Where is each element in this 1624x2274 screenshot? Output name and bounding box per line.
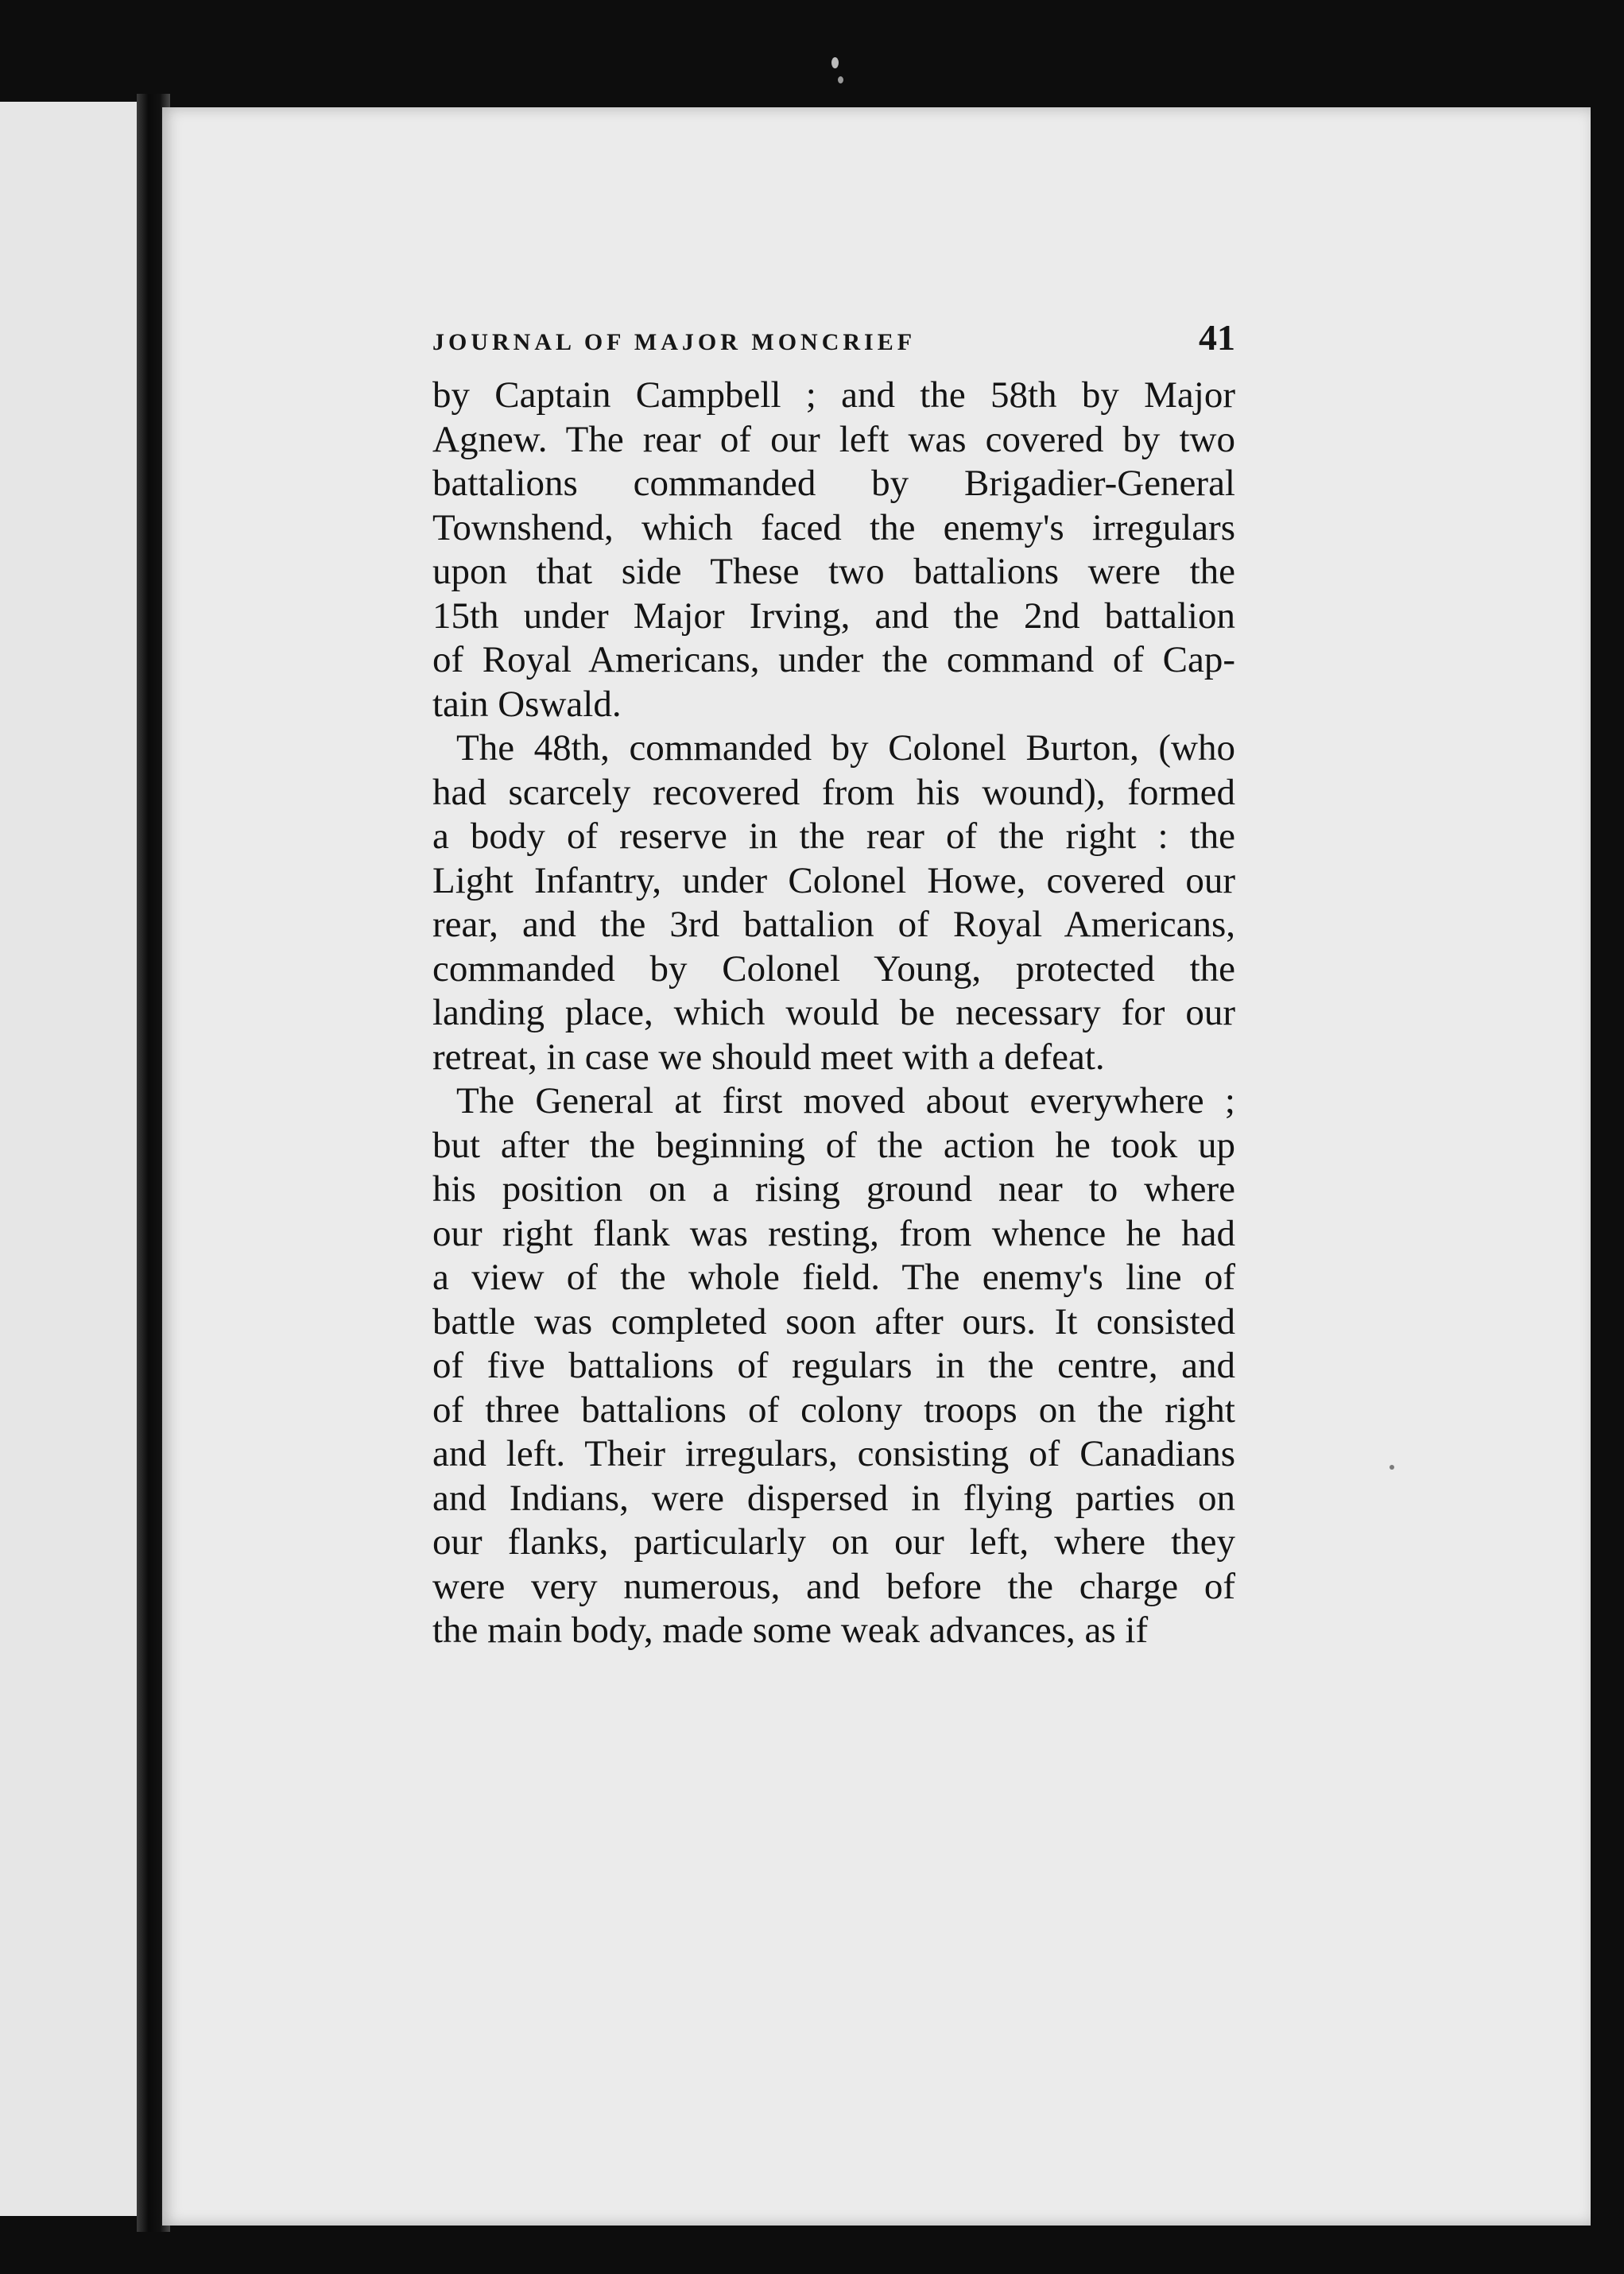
text-line: our flanks, particularly on our left, where they xyxy=(432,1521,1235,1563)
running-head-title: JOURNAL OF MAJOR MONCRIEF xyxy=(432,329,917,355)
text-line: had scarcely recovered from his wound), formed xyxy=(432,771,1235,813)
text-line: of three battalions of colony troops on the right xyxy=(432,1389,1235,1431)
text-line: a view of the whole field. The enemy's line of xyxy=(432,1257,1235,1298)
text-line: and left. Their irregulars, consisting of Canadians xyxy=(432,1433,1235,1474)
text-line: The 48th, commanded by Colonel Burton, (who xyxy=(456,727,1235,769)
text-line: the main body, made some weak advances, as if xyxy=(432,1610,1149,1651)
text-line: tain Oswald. xyxy=(432,683,622,725)
text-line: upon that side These two battalions were the xyxy=(432,551,1235,592)
running-head xyxy=(432,316,1235,358)
body-text xyxy=(432,374,1235,1653)
text-line: 15th under Major Irving, and the 2nd battalion xyxy=(432,595,1235,637)
text-line: our right flank was resting, from whence he had xyxy=(432,1212,1235,1254)
text-line: his position on a rising ground near to where xyxy=(432,1168,1235,1210)
facing-page-edge xyxy=(0,102,141,2216)
text-line: were very numerous, and before the charge of xyxy=(432,1565,1235,1607)
text-line: The General at first moved about everywhere ; xyxy=(456,1080,1235,1122)
text-line: battle was completed soon after ours. It consisted xyxy=(432,1300,1235,1342)
text-line: battalions commanded by Brigadier-General xyxy=(432,463,1235,504)
text-line: rear, and the 3rd battalion of Royal Americans, xyxy=(432,904,1235,945)
text-line: retreat, in case we should meet with a defeat. xyxy=(432,1036,1105,1078)
text-line: commanded by Colonel Young, protected the xyxy=(432,947,1235,990)
text-line: of Royal Americans, under the command of Cap- xyxy=(432,639,1235,680)
text-line: by Captain Campbell ; and the 58th by Major xyxy=(432,374,1235,416)
text-line: of five battalions of regulars in the centre, and xyxy=(432,1345,1235,1386)
page-number: 41 xyxy=(1199,317,1235,358)
text-line: a body of reserve in the rear of the right : the xyxy=(432,815,1235,857)
text-line: landing place, which would be necessary for our xyxy=(432,992,1235,1033)
text-line: but after the beginning of the action he took up xyxy=(432,1124,1235,1166)
text-line: Townshend, which faced the enemy's irregulars xyxy=(432,506,1235,548)
text-line: Light Infantry, under Colonel Howe, covered our xyxy=(432,859,1235,901)
text-line: and Indians, were dispersed in flying parties on xyxy=(432,1477,1235,1519)
text-line: Agnew. The rear of our left was covered by two xyxy=(432,418,1235,460)
